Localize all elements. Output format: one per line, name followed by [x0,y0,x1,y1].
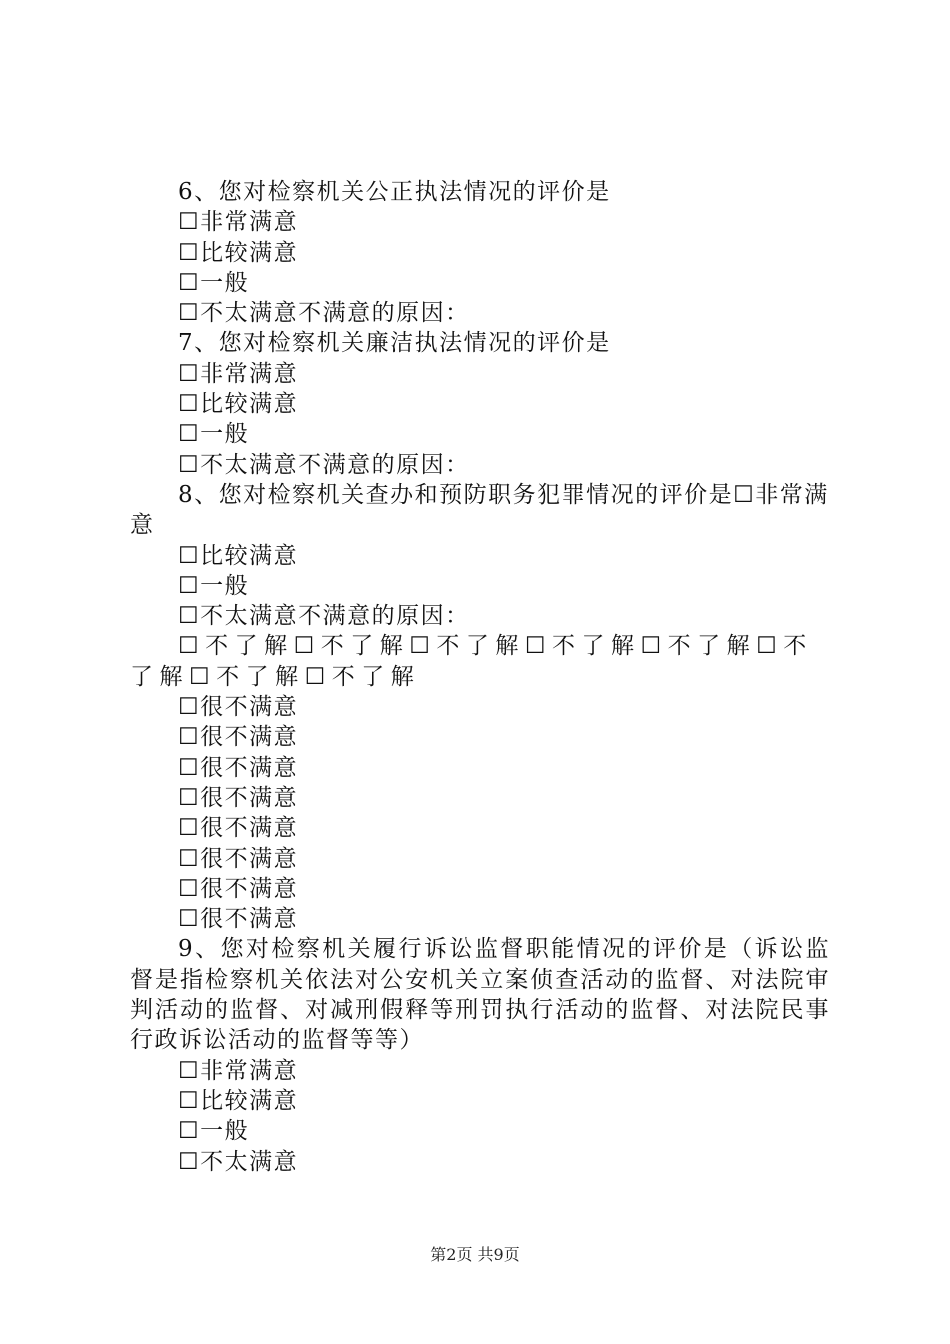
option-line: ☐比较满意 [178,391,299,418]
option-line: ☐不太满意 [178,1148,299,1175]
option-line: ☐比较满意 [178,239,299,266]
option-line: ☐不太满意不满意的原因： [178,451,470,478]
option-line: ☐很不满意 [178,845,299,872]
question-7: 7、您对检察机关廉洁执法情况的评价是 [178,330,611,357]
option-line-unknown: ☐不了解☐不了解☐不了解☐不了解☐不了解☐不了解☐不了解☐不了解 [130,633,813,690]
question-6: 6、您对检察机关公正执法情况的评价是 [178,179,611,205]
option-line: ☐很不满意 [178,724,299,751]
option-line: ☐很不满意 [178,694,299,721]
option-line: ☐很不满意 [178,815,299,842]
option-line: ☐一般 [178,269,250,296]
page-footer: 第2页 共9页 [430,1245,520,1264]
option-line: ☐非常满意 [178,209,299,236]
option-line: ☐很不满意 [178,784,299,811]
survey-content [130,177,830,1177]
option-line: ☐一般 [178,1118,250,1145]
option-line: ☐不太满意不满意的原因： [178,300,470,327]
option-line: ☐非常满意 [178,360,299,387]
option-line: ☐比较满意 [178,1087,299,1114]
option-line: ☐一般 [178,572,250,599]
option-line: ☐很不满意 [178,906,299,933]
question-8: 8、您对检察机关查办和预防职务犯罪情况的评价是☐非常满意 [130,481,829,539]
option-line: ☐比较满意 [178,542,299,569]
option-line: ☐非常满意 [178,1057,299,1084]
option-line: ☐不太满意不满意的原因： [178,603,470,630]
option-line: ☐一般 [178,421,250,448]
question-9: 9、您对检察机关履行诉讼监督职能情况的评价是（诉讼监督是指检察机关依法对公安机关立案侦查活动的监督、对法院审判活动的监督、对减刑假释等刑罚执行活动的监督、对法院民事行政诉讼活动的监督等等） [130,936,830,1054]
option-line: ☐很不满意 [178,875,299,902]
option-line: ☐很不满意 [178,754,299,781]
